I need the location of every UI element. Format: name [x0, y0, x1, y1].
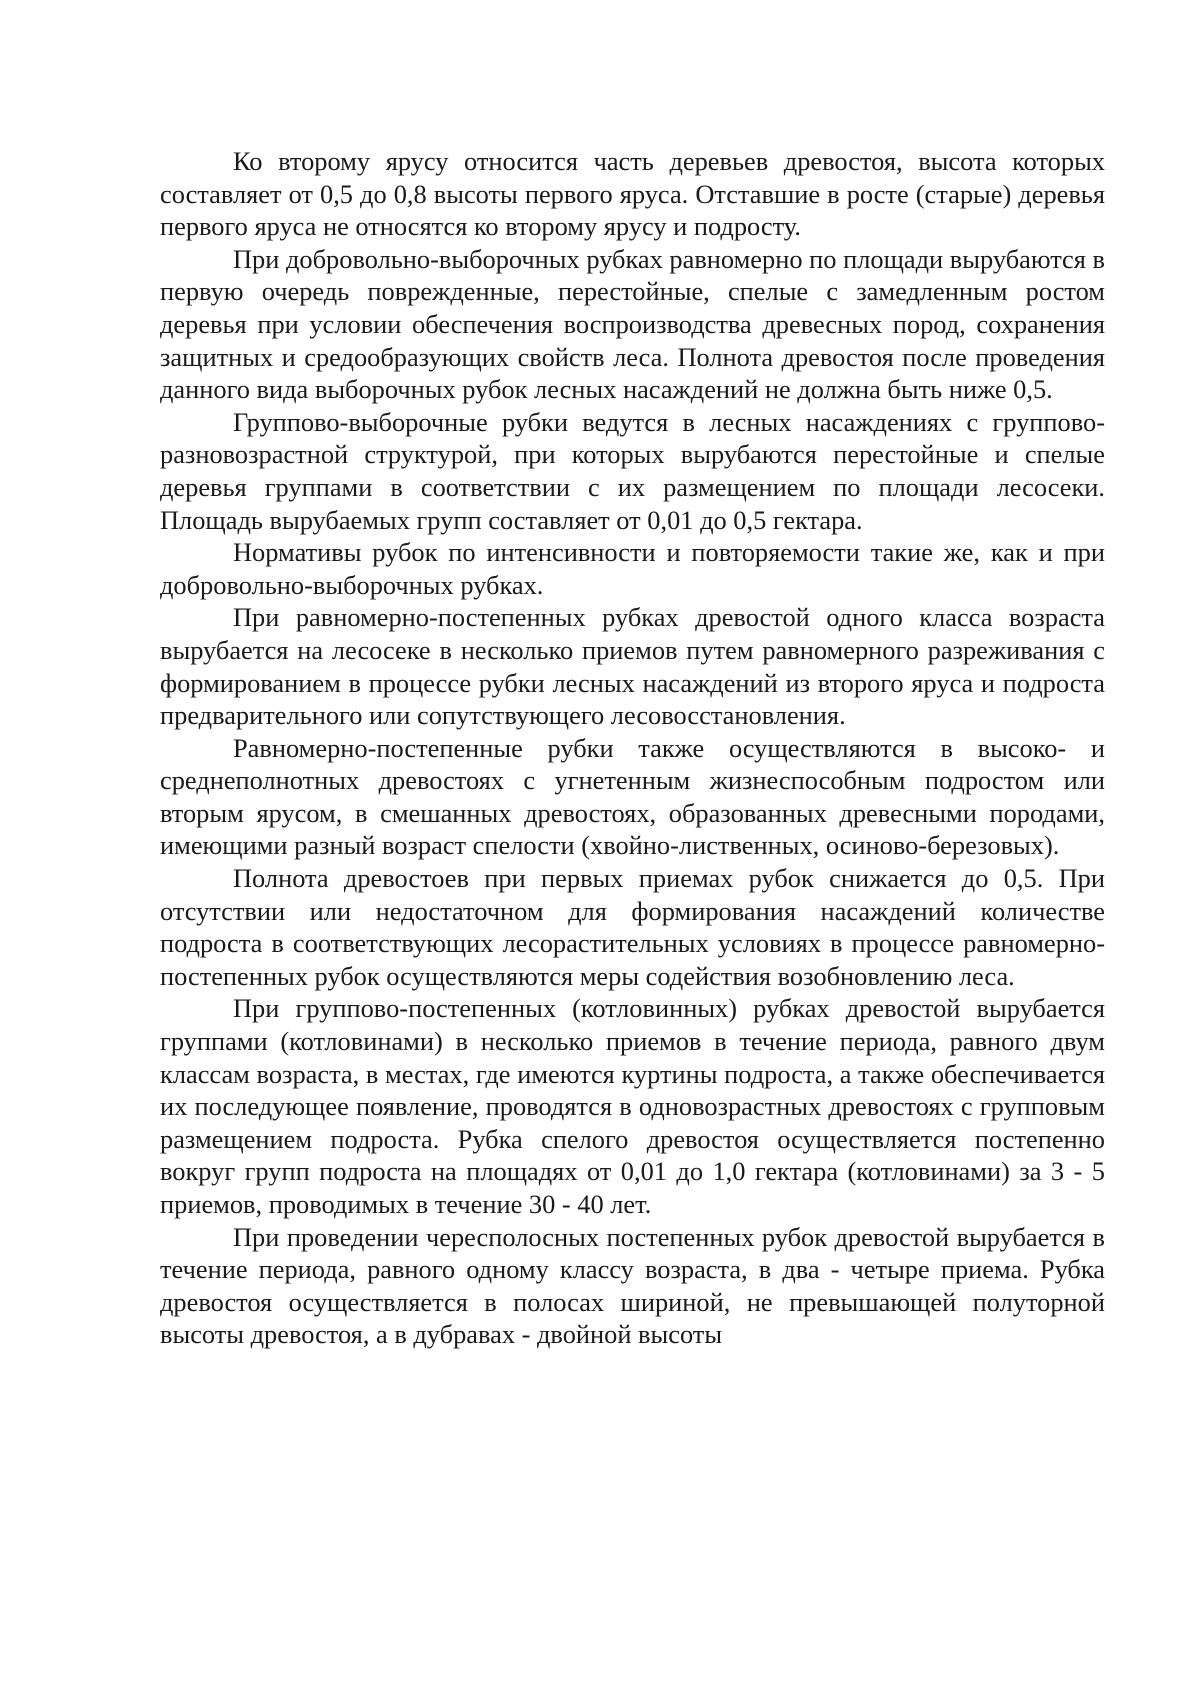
document-page [160, 145, 1105, 1351]
paragraph-second-tier: Ко второму ярусу относится часть деревьев древостоя, высота которых составляет от 0,5 до 0,8 высоты первого яруса. Отставшие в росте (старые) деревья первого яруса не относятся ко второму ярусу и подросту. [160, 146, 1105, 242]
paragraph-uniform-gradual-stands: Равномерно-постепенные рубки также осуществляются в высоко- и среднеполнотных древостоях с угнетенным жизнеспособным подростом или вторым ярусом, в смешанных древостоях, образованных древесными породами, имеющими разный возраст спелости (хвойно-лиственных, осиново-березовых). [160, 732, 1105, 861]
paragraph-uniform-gradual-cutting: При равномерно-постепенных рубках древостой одного класса возраста вырубается на лесосеке в несколько приемов путем равномерного разреживания с формированием в процессе рубки лесных насаждений из второго яруса и подроста предварительного или сопутствующего лесовосстановления. [160, 602, 1105, 731]
paragraph-group-gradual-cutting: При группово-постепенных (котловинных) рубках древостой вырубается группами (котловинами) в несколько приемов в течение периода, равного двум классам возраста, в местах, где имеются куртины подроста, а также обеспечивается их последующее появление, проводятся в одновозрастных древостоях с групповым размещением подроста. Рубка спелого древостоя осуществляется постепенно вокруг групп подроста на площадях от 0,01 до 1,0 гектара (котловинами) за 3 - 5 приемов, проводимых в течение 30 - 40 лет. [160, 993, 1105, 1219]
paragraph-voluntary-selective-cutting: При добровольно-выборочных рубках равномерно по площади вырубаются в первую очередь поврежденные, перестойные, спелые с замедленным ростом деревья при условии обеспечения воспроизводства древесных пород, сохранения защитных и средообразующих свойств леса. Полнота древостоя после проведения данного вида выборочных рубок лесных насаждений не должна быть ниже 0,5. [160, 243, 1105, 405]
paragraph-group-selective-cutting: Группово-выборочные рубки ведутся в лесных насаждениях с группово-разновозрастной структурой, при которых вырубаются перестойные и спелые деревья группами в соответствии с их размещением по площади лесосеки. Площадь вырубаемых групп составляет от 0,01 до 0,5 гектара. [160, 406, 1105, 535]
paragraph-strip-gradual-cutting: При проведении чересполосных постепенных рубок древостой вырубается в течение периода, равного одному классу возраста, в два - четыре приема. Рубка древостоя осуществляется в полосах шириной, не превышающей полуторной высоты древостоя, а в дубравах - двойной высоты [160, 1221, 1105, 1350]
paragraph-stand-density: Полнота древостоев при первых приемах рубок снижается до 0,5. При отсутствии или недостаточном для формирования насаждений количестве подроста в соответствующих лесорастительных условиях в процессе равномерно-постепенных рубок осуществляются меры содействия возобновлению леса. [160, 863, 1105, 991]
paragraph-cutting-standards: Нормативы рубок по интенсивности и повторяемости такие же, как и при добровольно-выборочных рубках. [160, 537, 1105, 600]
